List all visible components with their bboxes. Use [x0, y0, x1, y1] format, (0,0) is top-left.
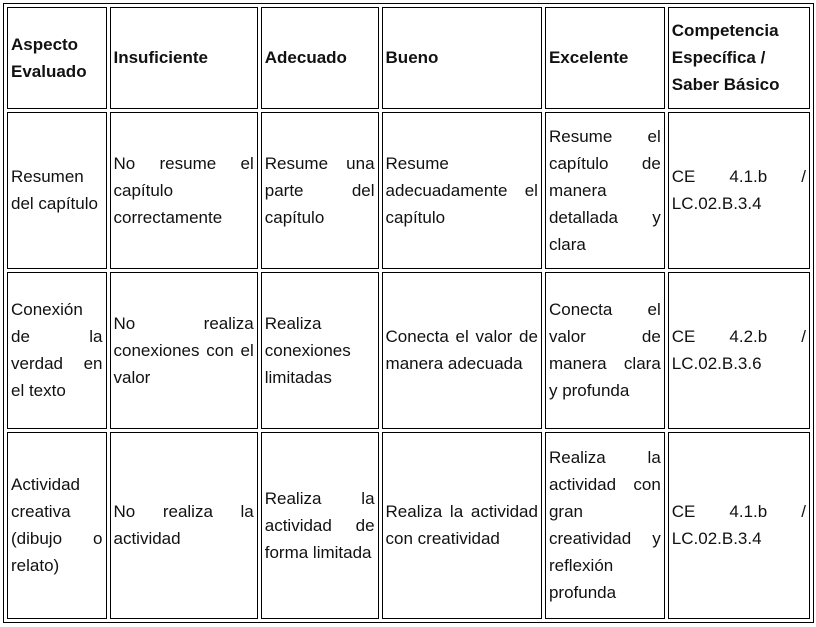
header-competencia: Competencia Específica / Saber Básico: [668, 7, 810, 109]
cell-excelente: Conecta el valor de manera clara y profunda: [545, 272, 665, 429]
cell-bueno: Conecta el valor de manera adecuada: [382, 272, 542, 429]
cell-adecuado: Realiza la actividad de forma limitada: [261, 432, 379, 619]
table-header-row: [7, 7, 810, 109]
cell-adecuado: Realiza conexiones limitadas: [261, 272, 379, 429]
cell-excelente: Resume el capítulo de manera detallada y clara: [545, 112, 665, 269]
cell-insuficiente: No realiza conexiones con el valor: [110, 272, 258, 429]
rubric-table: [3, 3, 814, 623]
cell-bueno: Resume adecuadamente el capítulo: [382, 112, 542, 269]
header-excelente: Excelente: [545, 7, 665, 109]
table-row: [7, 432, 810, 619]
cell-bueno: Realiza la actividad con creatividad: [382, 432, 542, 619]
cell-insuficiente: No resume el capítulo correctamente: [110, 112, 258, 269]
header-aspecto-evaluado: Aspecto Evaluado: [7, 7, 107, 109]
cell-aspecto: Resumen del capítulo: [7, 112, 107, 269]
cell-insuficiente: No realiza la actividad: [110, 432, 258, 619]
cell-aspecto: Actividad creativa (dibujo o relato): [7, 432, 107, 619]
header-insuficiente: Insuficiente: [110, 7, 258, 109]
header-adecuado: Adecuado: [261, 7, 379, 109]
cell-adecuado: Resume una parte del capítulo: [261, 112, 379, 269]
cell-competencia: CE 4.1.b / LC.02.B.3.4: [668, 112, 810, 269]
table-row: [7, 272, 810, 429]
cell-excelente: Realiza la actividad con gran creatividad y reflexión profunda: [545, 432, 665, 619]
header-bueno: Bueno: [382, 7, 542, 109]
table-row: [7, 112, 810, 269]
cell-competencia: CE 4.2.b / LC.02.B.3.6: [668, 272, 810, 429]
cell-competencia: CE 4.1.b / LC.02.B.3.4: [668, 432, 810, 619]
cell-aspecto: Conexión de la verdad en el texto: [7, 272, 107, 429]
